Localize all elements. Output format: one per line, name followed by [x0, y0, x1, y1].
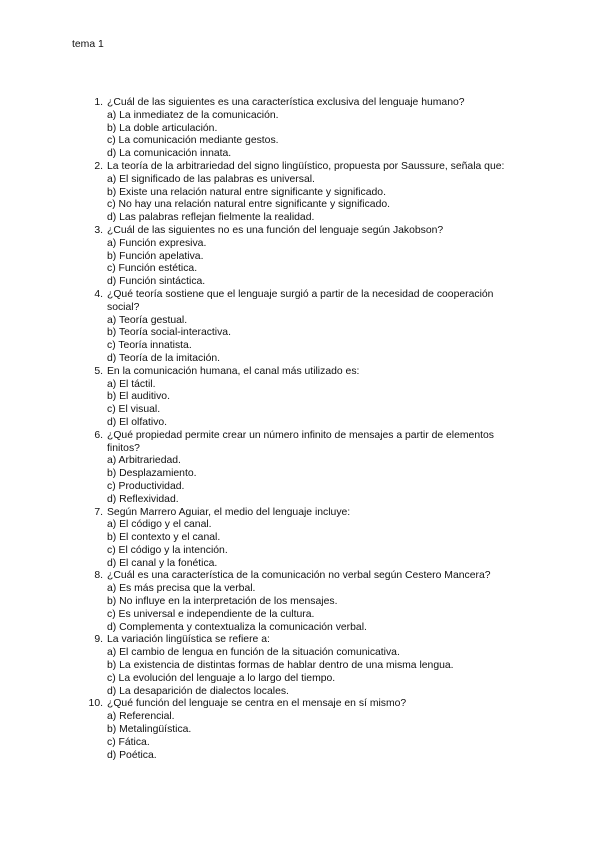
- answer-option: b) La doble articulación.: [107, 122, 218, 134]
- question-item: [85, 634, 525, 698]
- answer-option: d) Las palabras reflejan fielmente la realidad.: [107, 212, 315, 224]
- answer-option: d) Función sintáctica.: [107, 276, 206, 288]
- answer-option: a) Arbitrariedad.: [107, 455, 181, 467]
- answer-option: a) El significado de las palabras es universal.: [107, 173, 315, 185]
- question-list: [85, 97, 525, 762]
- answer-option: b) El contexto y el canal.: [107, 532, 221, 544]
- answer-option: c) No hay una relación natural entre significante y significado.: [107, 199, 391, 211]
- answer-option: d) La comunicación innata.: [107, 148, 232, 160]
- answer-option: c) Productividad.: [107, 480, 185, 492]
- question-text: ¿Qué propiedad permite crear un número infinito de mensajes a partir de elementos finitos?: [107, 429, 494, 454]
- answer-option: c) Función estética.: [107, 263, 198, 275]
- question-number: 8.: [94, 570, 103, 582]
- answer-option: c) Fática.: [107, 736, 150, 748]
- answer-option: a) El código y el canal.: [107, 519, 212, 531]
- question-item: [85, 161, 525, 225]
- answer-option: a) El cambio de lengua en función de la situación comunicativa.: [107, 647, 400, 659]
- question-number: 9.: [94, 634, 103, 646]
- answer-option: d) Reflexividad.: [107, 493, 179, 505]
- answer-option: b) Existe una relación natural entre significante y significado.: [107, 186, 386, 198]
- answer-option: a) Referencial.: [107, 711, 175, 723]
- answer-option: a) Función expresiva.: [107, 237, 207, 249]
- answer-option: d) Poética.: [107, 749, 157, 761]
- answer-option: b) La existencia de distintas formas de hablar dentro de una misma lengua.: [107, 660, 454, 672]
- question-number: 6.: [94, 429, 103, 441]
- answer-option: c) El código y la intención.: [107, 544, 228, 556]
- answer-option: d) Teoría de la imitación.: [107, 352, 221, 364]
- question-number: 1.: [94, 97, 103, 108]
- question-item: [85, 97, 525, 161]
- answer-option: b) No influye en la interpretación de los mensajes.: [107, 596, 338, 608]
- question-item: [85, 430, 525, 507]
- question-item: [85, 225, 525, 289]
- answer-option: c) La comunicación mediante gestos.: [107, 135, 279, 147]
- question-number: 10.: [88, 698, 103, 710]
- question-number: 7.: [94, 506, 103, 518]
- question-number: 3.: [94, 224, 103, 236]
- answer-option: d) La desaparición de dialectos locales.: [107, 685, 289, 697]
- question-text: ¿Cuál de las siguientes es una característica exclusiva del lenguaje humano?: [107, 97, 465, 108]
- answer-option: b) El auditivo.: [107, 391, 170, 403]
- answer-option: c) El visual.: [107, 404, 161, 416]
- question-item: [85, 507, 525, 571]
- question-text: Según Marrero Aguiar, el medio del lenguaje incluye:: [107, 506, 351, 518]
- question-text: ¿Cuál de las siguientes no es una función del lenguaje según Jakobson?: [107, 224, 444, 236]
- answer-option: a) El táctil.: [107, 378, 156, 390]
- answer-option: d) El olfativo.: [107, 416, 168, 428]
- answer-option: a) La inmediatez de la comunicación.: [107, 109, 279, 121]
- question-text: En la comunicación humana, el canal más utilizado es:: [107, 365, 360, 377]
- document-header: [72, 39, 104, 51]
- answer-option: c) Es universal e independiente de la cultura.: [107, 608, 315, 620]
- question-number: 4.: [94, 288, 103, 300]
- answer-option: b) Desplazamiento.: [107, 468, 197, 480]
- answer-option: c) La evolución del lenguaje a lo largo del tiempo.: [107, 672, 336, 684]
- answer-option: b) Metalingüística.: [107, 724, 192, 736]
- question-text: La teoría de la arbitrariedad del signo lingüístico, propuesta por Saussure, señala que:: [107, 160, 505, 172]
- answer-option: d) Complementa y contextualiza la comunicación verbal.: [107, 621, 367, 633]
- answer-option: b) Teoría social-interactiva.: [107, 327, 231, 339]
- answer-option: a) Teoría gestual.: [107, 314, 188, 326]
- question-item: [85, 570, 525, 634]
- question-item: [85, 289, 525, 366]
- answer-option: d) El canal y la fonética.: [107, 557, 218, 569]
- answer-option: b) Función apelativa.: [107, 250, 204, 262]
- question-text: ¿Qué teoría sostiene que el lenguaje surgió a partir de la necesidad de cooperación social?: [107, 288, 494, 313]
- question-number: 2.: [94, 160, 103, 172]
- question-text: ¿Qué función del lenguaje se centra en el mensaje en sí mismo?: [107, 698, 407, 710]
- question-item: [85, 366, 525, 430]
- question-number: 5.: [94, 365, 103, 377]
- question-text: ¿Cuál es una característica de la comunicación no verbal según Cestero Mancera?: [107, 570, 491, 582]
- question-text: La variación lingüística se refiere a:: [107, 634, 270, 646]
- header-title: tema 1: [72, 39, 104, 50]
- answer-option: c) Teoría innatista.: [107, 340, 192, 352]
- question-item: [85, 698, 525, 762]
- answer-option: a) Es más precisa que la verbal.: [107, 583, 256, 595]
